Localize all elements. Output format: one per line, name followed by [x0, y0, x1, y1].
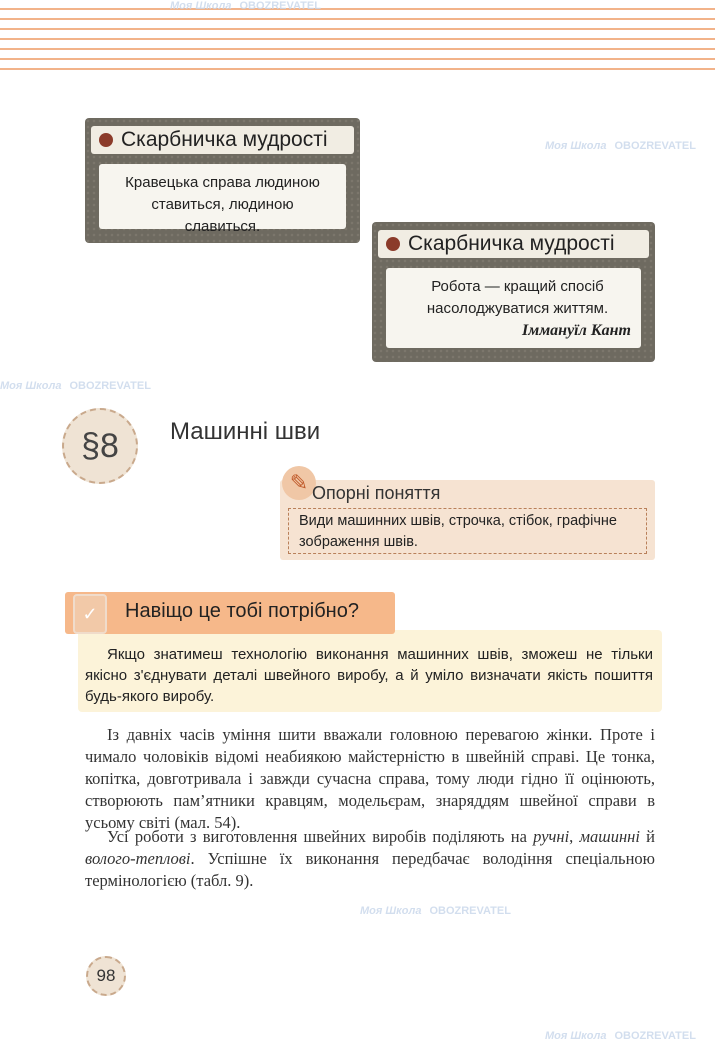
wisdom-box-1: [85, 118, 360, 243]
wisdom-text: Кравецька справа людиною ставиться, людиною славиться.: [99, 164, 346, 229]
paragraph-1: Із давніх часів уміння шити вважали головною перевагою жінки. Проте і чимало чоловіків відомі неабиякою майстерністю в швейній справі. Це тонка, копітка, довготривала і завжди сучасна справа, тому люди гідно її оцінюють, створюють пам’ятники кравцям, модельєрам, знаряддям швейної справи в усьому світі (мал. 54).: [85, 725, 655, 832]
key-concepts-box: [280, 470, 655, 560]
section-title: Машинні шви: [170, 418, 321, 445]
key-concepts-title: Опорні поняття: [312, 483, 441, 503]
watermark: Моя Школа OBOZREVATEL: [0, 380, 151, 392]
key-concepts-text: Види машинних швів, строчка, стібок, графічне зображення швів.: [288, 508, 647, 554]
why-header: [65, 592, 395, 634]
pencil-icon: ✎: [282, 466, 316, 500]
watermark: Моя Школа OBOZREVATEL: [170, 0, 321, 12]
bullet-icon: [386, 237, 400, 251]
page-number: 98: [86, 956, 126, 996]
wisdom-box-2: [372, 222, 655, 362]
header-stripes: [0, 0, 715, 75]
watermark: Моя Школа OBOZREVATEL: [545, 140, 696, 152]
paragraph-2: Усі роботи з виготовлення швейних виробів поділяють на ручні, машинні й волого-теплові. Успішне їх виконання передбачає володіння спеціальною термінологією (табл. 9).: [85, 827, 655, 890]
watermark: Моя Школа OBOZREVATEL: [545, 1030, 696, 1042]
wisdom-text: Робота — кращий спосіб насолоджуватися життям.: [426, 278, 609, 317]
why-title: Навіщо це тобі потрібно?: [125, 600, 359, 622]
why-text: Якщо знатимеш технологію виконання машинних швів, зможеш не тільки якісно з'єднувати деталі швейного виробу, а й уміло визначати якість пошиття будь-якого виробу.: [85, 646, 653, 705]
wisdom-title: Скарбничка мудрості: [121, 128, 328, 151]
wisdom-title: Скарбничка мудрості: [408, 232, 615, 255]
section-badge: §8: [62, 408, 138, 484]
wisdom-author: Іммануїл Кант: [522, 322, 631, 339]
bullet-icon: [99, 133, 113, 147]
checklist-icon: ✓: [73, 594, 107, 634]
watermark: Моя Школа OBOZREVATEL: [360, 905, 511, 917]
